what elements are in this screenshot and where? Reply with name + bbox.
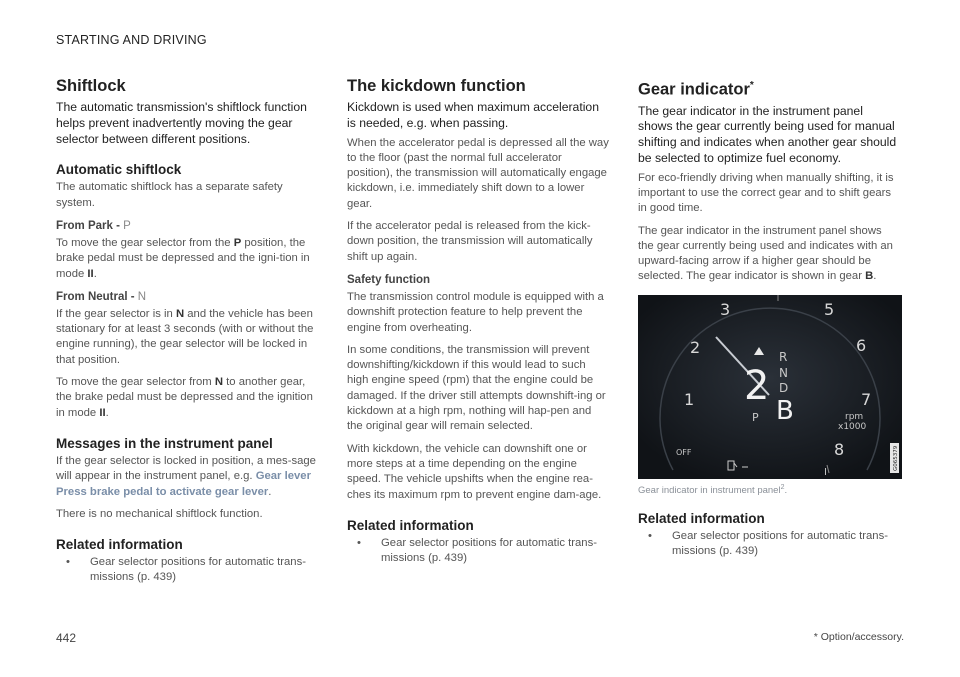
mode-d: D	[779, 380, 789, 395]
kickdown-p4: In some conditions, the transmission will prevent downshifting/kickdown if this would lead to such high engine speed (rpm) that the engine could be damaged. If the driver still attempts downshift-ing or kickdown at a high rpm, nothing will hap-pen and the original gear will remain selected.	[347, 343, 606, 433]
shiftlock-title: Shiftlock	[56, 77, 126, 95]
gear-indicator-figure	[638, 295, 902, 479]
tick-1-lower: I	[824, 466, 827, 478]
tick-1: 1	[684, 389, 695, 409]
gear-indicator-p1: For eco-friendly driving when manually shifting, it is important to use the correct gear and to shift gears in good time.	[638, 171, 894, 215]
mode-selected: B	[776, 395, 794, 426]
tick-6: 6	[856, 335, 867, 355]
automatic-shiftlock-heading: Automatic shiftlock	[56, 162, 182, 178]
page-number: 442	[56, 631, 77, 645]
message-highlight: Gear lever Press brake pedal to activate gear lever	[56, 470, 311, 498]
no-mechanical-text: There is no mechanical shiftlock function.	[56, 507, 263, 520]
tick-8: 8	[834, 439, 845, 459]
automatic-shiftlock-text: The automatic shiftlock has a separate safety system.	[56, 181, 283, 209]
tick-3: 3	[720, 299, 731, 319]
rpm-label: rpm	[845, 411, 864, 422]
column-kickdown	[347, 76, 609, 566]
section-header: STARTING AND DRIVING	[56, 33, 207, 47]
related-link-3[interactable]: • Gear selector positions for automatic trans-missions (p. 439)	[648, 529, 888, 557]
kickdown-title: The kickdown function	[347, 77, 526, 95]
safety-function-heading: Safety function	[347, 273, 431, 286]
from-park-text: To move the gear selector from the P position, the brake pedal must be depressed and the igni-tion in mode II.	[56, 236, 310, 280]
related-list-2	[347, 536, 609, 566]
mode-n: N	[779, 365, 788, 380]
current-gear: 2	[744, 362, 770, 409]
messages-heading: Messages in the instrument panel	[56, 435, 273, 451]
instrument-panel-illustration	[638, 295, 902, 479]
figure-code: G065379	[893, 445, 899, 471]
column-shiftlock	[56, 76, 318, 585]
gear-indicator-p2: The gear indicator in the instrument panel shows the gear currently being used and indicates with an upward-facing arrow if a higher gear should be selected. The gear indicator is shown in gear B.	[638, 224, 893, 283]
shiftlock-intro: The automatic transmission's shiftlock function helps prevent inadvertently moving the gear selector between different positions.	[56, 100, 307, 146]
from-neutral-text: If the gear selector is in N and the vehicle has been stationary for at least 3 seconds (with or without the engine running), the gear selector will be locked in that position.	[56, 307, 314, 366]
gear-indicator-lead: The gear indicator in the instrument panel shows the gear currently being used for manual shifting and indicates when another gear should be selected to optimize fuel economy.	[638, 103, 897, 165]
tick-5: 5	[824, 299, 835, 319]
related-heading-2: Related information	[347, 517, 474, 533]
related-list-1	[56, 555, 318, 585]
related-link-2[interactable]: • Gear selector positions for automatic trans-missions (p. 439)	[357, 536, 597, 564]
related-link-1[interactable]: • Gear selector positions for automatic trans-missions (p. 439)	[66, 556, 306, 584]
related-heading-1: Related information	[56, 537, 183, 553]
related-heading-3: Related information	[638, 510, 765, 526]
from-neutral-text-2: To move the gear selector from N to another gear, the brake pedal must be depressed and the ignition in mode II.	[56, 376, 313, 419]
from-neutral-heading: From Neutral - N	[56, 290, 147, 303]
mode-r: R	[779, 349, 788, 364]
gear-indicator-title: Gear indicator*	[638, 80, 754, 99]
column-gear-indicator	[638, 76, 900, 559]
figure-caption: Gear indicator in instrument panel$^2$.	[638, 483, 788, 496]
kickdown-p2: If the accelerator pedal is released from the kick-down position, the transmission will automatically shift up again.	[347, 220, 593, 263]
off-label: OFF	[676, 447, 692, 457]
kickdown-p5: With kickdown, the vehicle can downshift one or more steps at a time depending on the engine speed. The vehicle upshifts when the engine rea-ches its maximum rpm to prevent engine dam-age.	[347, 442, 602, 501]
option-footnote: * Option/accessory.	[813, 631, 904, 643]
tick-7: 7	[861, 389, 872, 409]
related-list-3	[638, 529, 900, 559]
rpm-scale: x1000	[838, 421, 867, 432]
kickdown-p1: When the accelerator pedal is depressed all the way to the floor (past the normal full accelerator position), the transmission will automatically engage kickdown, i.e. immediately shift down to a lower gear.	[347, 136, 609, 210]
kickdown-lead: Kickdown is used when maximum acceleration is needed, e.g. when passing.	[347, 100, 599, 130]
p-letter: P	[752, 410, 759, 424]
kickdown-p3: The transmission control module is equipped with a downshift protection feature to help prevent the engine from overheating.	[347, 290, 604, 334]
tick-2: 2	[690, 337, 701, 357]
from-park-heading: From Park - P	[56, 219, 131, 232]
messages-text: If the gear selector is locked in position, a mes-sage will appear in the instrument panel, e.g. Gear lever Press brake pedal to activate gear lever.	[56, 454, 316, 498]
